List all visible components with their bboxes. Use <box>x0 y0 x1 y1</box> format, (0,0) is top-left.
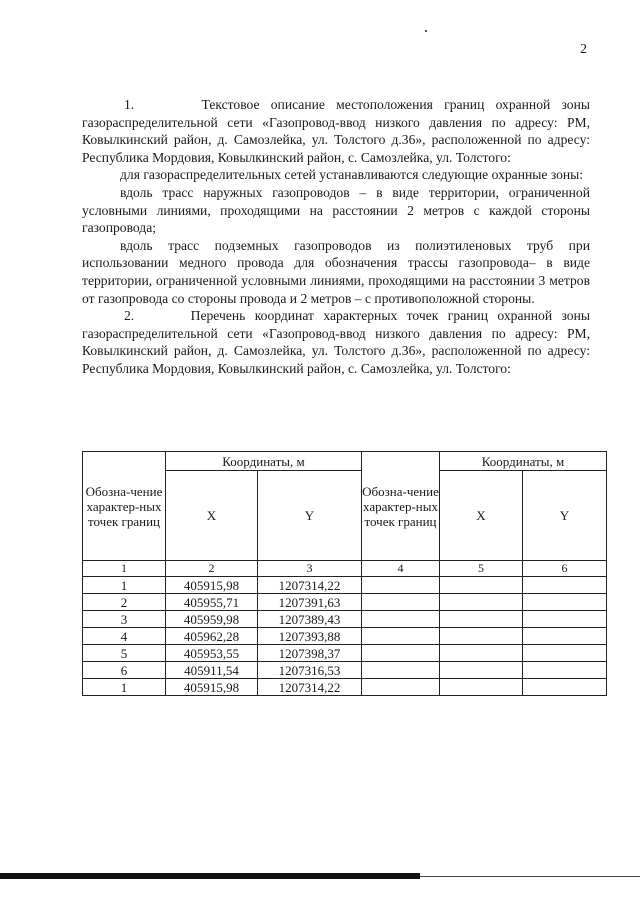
column-number-row <box>83 561 607 577</box>
y-coordinate: 1207314,22 <box>258 577 362 594</box>
header-coords-left: Координаты, м <box>166 452 362 471</box>
empty-cell <box>362 611 440 628</box>
x-coordinate: 405915,98 <box>166 577 258 594</box>
section1-heading: 1. Текстовое описание местоположения границ охранной зоны газораспределительной сети «Газопровод-ввод низкого давления по адресу: РМ, Ковылкинский район, д. Самозлейка, ул. Толстого д.36», расположенной по адресу: Республика Мордовия, Ковылкинский район, с. Самозлейка, ул. Толстого: <box>82 97 590 165</box>
column-number: 6 <box>523 561 607 577</box>
x-coordinate: 405911,54 <box>166 662 258 679</box>
column-number: 2 <box>166 561 258 577</box>
empty-cell <box>523 577 607 594</box>
x-coordinate: 405915,98 <box>166 679 258 696</box>
empty-cell <box>440 679 523 696</box>
empty-cell <box>362 662 440 679</box>
scan-edge-bar <box>0 873 420 879</box>
header-x-left: X <box>166 471 258 561</box>
page-number: 2 <box>580 42 587 57</box>
empty-cell <box>362 577 440 594</box>
empty-cell <box>440 577 523 594</box>
x-coordinate: 405959,98 <box>166 611 258 628</box>
empty-cell <box>440 594 523 611</box>
empty-cell <box>523 662 607 679</box>
y-coordinate: 1207389,43 <box>258 611 362 628</box>
table-row <box>83 611 607 628</box>
table-row <box>83 679 607 696</box>
empty-cell <box>523 628 607 645</box>
column-number: 4 <box>362 561 440 577</box>
column-number: 1 <box>83 561 166 577</box>
coordinates-table <box>82 451 607 696</box>
empty-cell <box>440 628 523 645</box>
column-number: 3 <box>258 561 362 577</box>
empty-cell <box>362 628 440 645</box>
header-y-left: Y <box>258 471 362 561</box>
empty-cell <box>362 594 440 611</box>
x-coordinate: 405955,71 <box>166 594 258 611</box>
point-id: 6 <box>83 662 166 679</box>
empty-cell <box>362 645 440 662</box>
header-x-right: X <box>440 471 523 561</box>
y-coordinate: 1207393,88 <box>258 628 362 645</box>
y-coordinate: 1207391,63 <box>258 594 362 611</box>
header-y-right: Y <box>523 471 607 561</box>
table-row <box>83 645 607 662</box>
point-id: 5 <box>83 645 166 662</box>
table-row <box>83 577 607 594</box>
y-coordinate: 1207316,53 <box>258 662 362 679</box>
point-id: 2 <box>83 594 166 611</box>
section1-paragraph-3: вдоль трасс подземных газопроводов из полиэтиленовых труб при использовании медного провода для обозначения трассы газопровода– в виде территории, ограниченной условными линиями, проходящими на расстоянии 3 метров от газопровода со стороны провода и 2 метров – с противоположной стороны. <box>82 237 590 306</box>
point-id: 4 <box>83 628 166 645</box>
point-id: 3 <box>83 611 166 628</box>
document-body <box>82 96 590 378</box>
header-point-label-right: Обозна-чение характер-ных точек границ <box>362 452 440 561</box>
header-coords-right: Координаты, м <box>440 452 607 471</box>
scan-edge-line <box>420 876 640 877</box>
header-point-label-left: Обозна-чение характер-ных точек границ <box>83 452 166 561</box>
y-coordinate: 1207398,37 <box>258 645 362 662</box>
x-coordinate: 405953,55 <box>166 645 258 662</box>
section2-heading: 2. Перечень координат характерных точек границ охранной зоны газораспределительной сети «Газопровод-ввод низкого давления по адресу: РМ, Ковылкинский район, д. Самозлейка, ул. Толстого д.36», расположенной по адресу: Республика Мордовия, Ковылкинский район, с. Самозлейка, ул. Толстого: <box>82 308 590 376</box>
scan-speck <box>425 30 427 32</box>
empty-cell <box>523 611 607 628</box>
table-row <box>83 594 607 611</box>
empty-cell <box>523 594 607 611</box>
empty-cell <box>523 679 607 696</box>
empty-cell <box>440 645 523 662</box>
table-row <box>83 662 607 679</box>
table-row <box>83 628 607 645</box>
section1-paragraph-1: для газораспределительных сетей устанавливаются следующие охранные зоны: <box>120 167 584 183</box>
section1-paragraph-2: вдоль трасс наружных газопроводов – в виде территории, ограниченной условными линиями, проходящими на расстоянии 2 метров с каждой стороны газопровода; <box>82 184 590 236</box>
column-number: 5 <box>440 561 523 577</box>
point-id: 1 <box>83 577 166 594</box>
empty-cell <box>523 645 607 662</box>
empty-cell <box>362 679 440 696</box>
empty-cell <box>440 662 523 679</box>
point-id: 1 <box>83 679 166 696</box>
x-coordinate: 405962,28 <box>166 628 258 645</box>
empty-cell <box>440 611 523 628</box>
y-coordinate: 1207314,22 <box>258 679 362 696</box>
